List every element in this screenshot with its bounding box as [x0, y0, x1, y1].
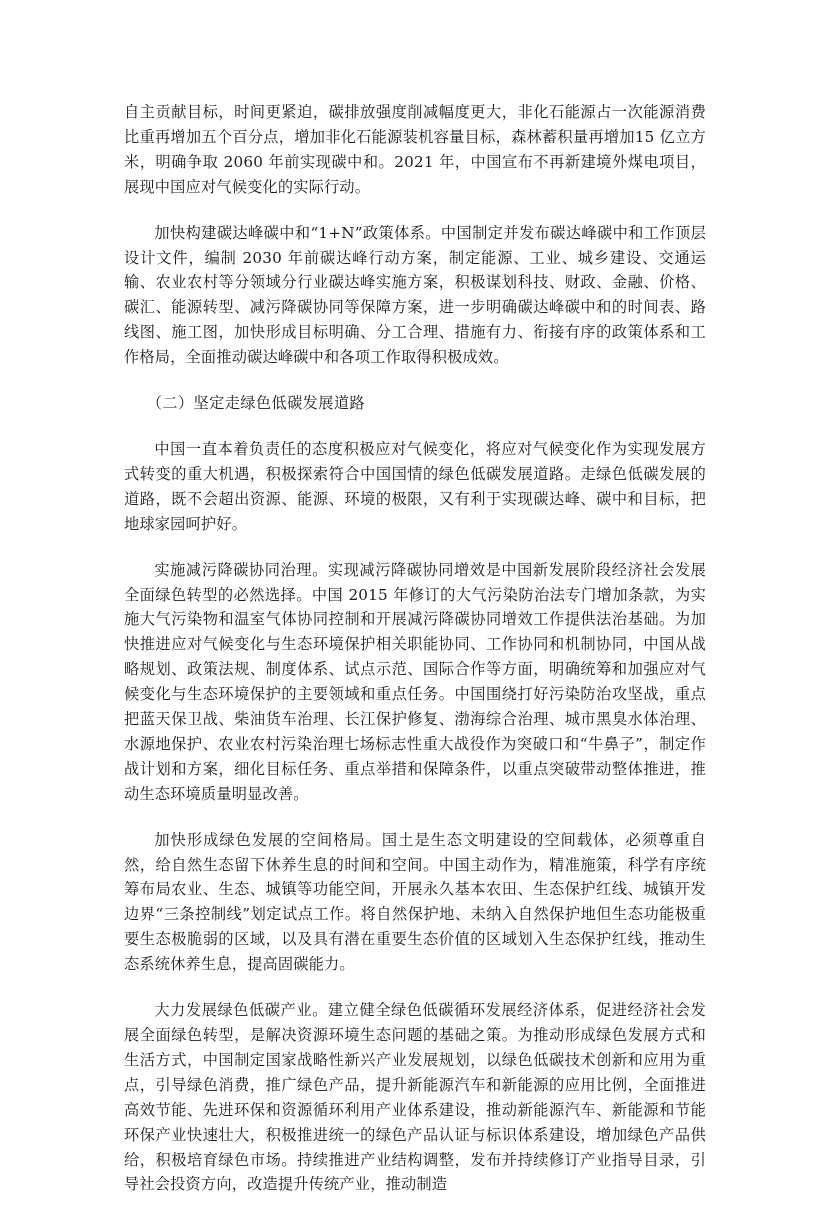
- paragraph-green-path: 中国一直本着负责任的态度积极应对气候变化，将应对气候变化作为实现发展方式转变的重大机遇，积极探索符合中国国情的绿色低碳发展道路。走绿色低碳发展的道路，既不会超出资源、能源、环境的极限，又有利于实现碳达峰、碳中和目标，把地球家园呵护好。: [124, 439, 706, 533]
- document-page: [124, 100, 706, 1218]
- section-heading: （二）坚定走绿色低碳发展道路: [146, 394, 366, 413]
- paragraph-spatial-pattern: 加快形成绿色发展的空间格局。国土是生态文明建设的空间载体，必须尊重自然，给自然生态留下休养生息的时间和空间。中国主动作为，精准施策，科学有序统筹布局农业、生态、城镇等功能空间，开展永久基本农田、生态保护红线、城镇开发边界“三条控制线”划定试点工作。将自然保护地、未纳入自然保护地但生态功能极重要生态极脆弱的区域，以及具有潜在重要生态价值的区域划入生态保护红线，推动生态系统休养生息，提高固碳能力。: [124, 830, 706, 974]
- paragraph-pollution-carbon: 实施减污降碳协同治理。实现减污降碳协同增效是中国新发展阶段经济社会发展全面绿色转型的必然选择。中国 2015 年修订的大气污染防治法专门增加条款，为实施大气污染物和温室气体协同控制和开展减污降碳协同增效工作提供法治基础。为加快推进应对气候变化与生态环境保护相关职能协同、工作协同和机制协同，中国从战略规划、政策法规、制度体系、试点示范、国际合作等方面，明确统筹和加强应对气候变化与生态环境保护的主要领域和重点任务。中国围绕打好污染防治攻坚战，重点把蓝天保卫战、柴油货车治理、长江保护修复、渤海综合治理、城市黑臭水体治理、水源地保护、农业农村污染治理七场标志性重大战役作为突破口和“牛鼻子”，制定作战计划和方案，细化目标任务、重点举措和保障条件，以重点突破带动整体推进，推动生态环境质量明显改善。: [124, 560, 706, 803]
- paragraph-green-industry: 大力发展绿色低碳产业。建立健全绿色低碳循环发展经济体系，促进经济社会发展全面绿色转型，是解决资源环境生态问题的基础之策。为推动形成绿色发展方式和生活方式，中国制定国家战略性新兴产业发展规划，以绿色低碳技术创新和应用为重点，引导绿色消费，推广绿色产品，提升新能源汽车和新能源的应用比例，全面推进高效节能、先进环保和资源循环利用产业体系建设，推动新能源汽车、新能源和节能环保产业快速壮大，积极推进统一的绿色产品认证与标识体系建设，增加绿色产品供给，积极培育绿色市场。持续推进产业结构调整，发布并持续修订产业指导目录，引导社会投资方向，改造提升传统产业，推动制造: [124, 1001, 706, 1194]
- paragraph-policy-system: 加快构建碳达峰碳中和“1+N”政策体系。中国制定并发布碳达峰碳中和工作顶层设计文件，编制 2030 年前碳达峰行动方案，制定能源、工业、城乡建设、交通运输、农业农村等分领域分行业碳达峰实施方案，积极谋划科技、财政、金融、价格、碳汇、能源转型、减污降碳协同等保障方案，进一步明确碳达峰碳中和的时间表、路线图、施工图，加快形成目标明确、分工合理、措施有力、衔接有序的政策体系和工作格局，全面推动碳达峰碳中和各项工作取得积极成效。: [124, 223, 706, 367]
- paragraph-continuation: 自主贡献目标，时间更紧迫，碳排放强度削减幅度更大，非化石能源占一次能源消费比重再增加五个百分点，增加非化石能源装机容量目标，森林蓄积量再增加15 亿立方米，明确争取 2060 年前实现碳中和。2021 年，中国宣布不再新建境外煤电项目，展现中国应对气候变化的实际行动。: [124, 103, 706, 196]
